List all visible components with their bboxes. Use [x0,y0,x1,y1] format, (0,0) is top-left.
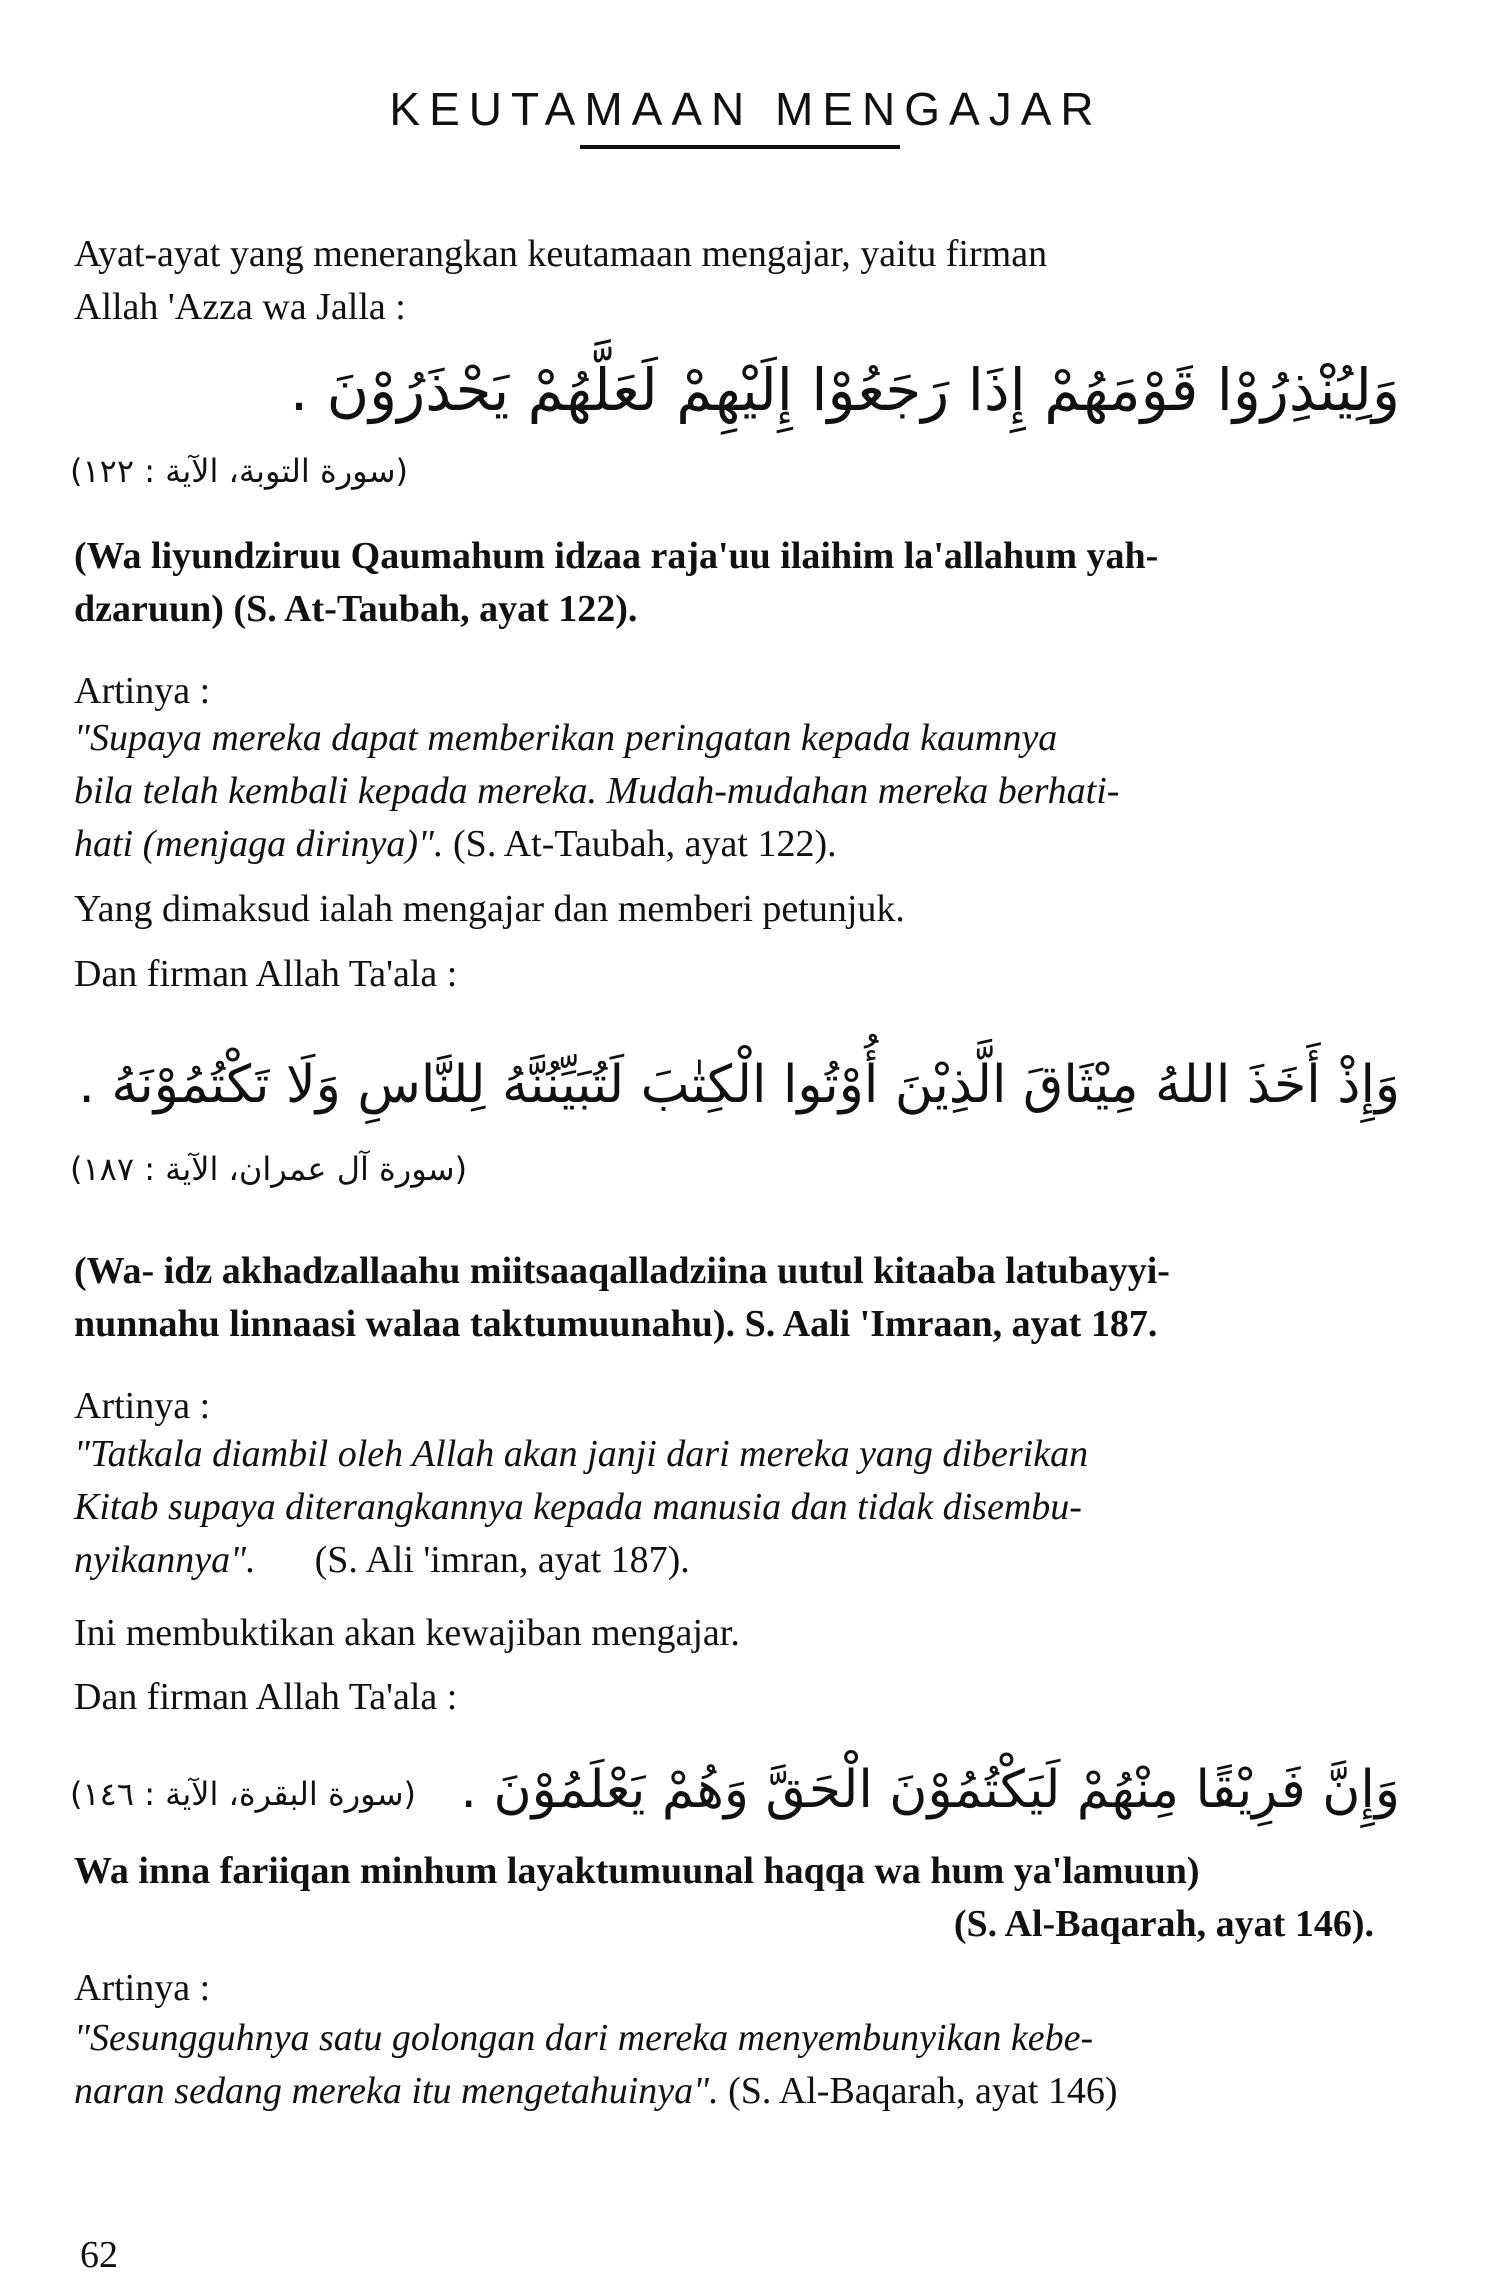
page-number: 62 [80,2234,118,2276]
intro-line: Allah 'Azza wa Jalla : [74,286,406,328]
verse-3-translation [74,2012,1394,2118]
transliteration-line: Wa inna fariiqan minhum layaktumuunal haqqa wa hum ya'lamuun) [74,1850,1200,1892]
note-paragraph-2: Ini membuktikan akan kewajiban mengajar. [74,1612,740,1654]
verse-3-transliteration [74,1845,1394,1951]
translation-line: "Sesungguhnya satu golongan dari mereka menyembunyikan kebe- [74,2017,1094,2059]
translation-reference: (S. Al-Baqarah, ayat 146) [718,2070,1118,2112]
chapter-heading: KEUTAMAAN MENGAJAR [389,83,1103,135]
transliteration-line: (Wa liyundziruu Qaumahum idzaa raja'uu ilaihim la'allahum yah- [74,535,1159,577]
translation-line: naran sedang mereka itu mengetahuinya". [74,2070,719,2112]
transliteration-line: dzaruun) (S. At-Taubah, ayat 122). [74,588,638,630]
heading-underline [580,145,900,149]
verse-2-transliteration [74,1245,1394,1351]
note-paragraph: Yang dimaksud ialah mengajar dan memberi petunjuk. [74,888,905,930]
intro-paragraph-2: Dan firman Allah Ta'ala : [74,953,458,995]
verse-3-artinya-label: Artinya : [74,1967,211,2009]
translation-reference: (S. Ali 'imran, ayat 187). [314,1539,690,1581]
translation-reference: (S. At-Taubah, ayat 122). [443,823,837,865]
translation-line: nyikannya". [74,1539,256,1581]
transliteration-line: (S. Al-Baqarah, ayat 146). [953,1903,1374,1945]
translation-line: Kitab supaya diterangkannya kepada manusia dan tidak disembu- [74,1486,1082,1528]
intro-line: Ayat-ayat yang menerangkan keutamaan mengajar, yaitu firman [74,233,1048,275]
verse-2-reference: (سورة آل عمران، الآية : ١٨٧) [70,1150,468,1188]
verse-1-translation [74,712,1394,871]
verse-1-artinya-label: Artinya : [74,670,211,712]
verse-2-artinya-label: Artinya : [74,1385,211,1427]
arabic-verse-1: وَلِيُنْذِرُوْا قَوْمَهُمْ إِذَا رَجَعُوْا إِلَيْهِمْ لَعَلَّهُمْ يَحْذَرُوْنَ . [289,356,1400,424]
verse-3-reference: (سورة البقرة، الآية : ١٤٦) [70,1775,416,1813]
transliteration-line: nunnahu linnaasi walaa taktumuunahu). S. Aali 'Imraan, ayat 187. [74,1303,1158,1345]
intro-paragraph [74,228,1394,334]
arabic-verse-3: وَإِنَّ فَرِيْقًا مِنْهُمْ لَيَكْتُمُوْنَ الْحَقَّ وَهُمْ يَعْلَمُوْنَ . [460,1760,1400,1820]
verse-2-translation [74,1428,1394,1587]
translation-line: "Supaya mereka dapat memberikan peringatan kepada kaumnya [74,717,1058,759]
arabic-verse-2: وَإِذْ أَخَذَ اللهُ مِيْثَاقَ الَّذِيْنَ أُوْتُوا الْكِتٰبَ لَتُبَيِّنُنَّهُ لِلنَّاسِ وَلَا تَكْتُمُوْنَهُ . [78,1055,1400,1115]
translation-line: hati (menjaga dirinya)". [74,823,444,865]
verse-1-transliteration [74,530,1394,636]
translation-line: "Tatkala diambil oleh Allah akan janji dari mereka yang diberikan [74,1433,1089,1475]
translation-line: bila telah kembali kepada mereka. Mudah-mudahan mereka berhati- [74,770,1120,812]
transliteration-line: (Wa- idz akhadzallaahu miitsaaqalladziina uutul kitaaba latubayyi- [74,1250,1170,1292]
verse-1-reference: (سورة التوبة، الآية : ١٢٢) [70,452,408,490]
intro-paragraph-3: Dan firman Allah Ta'ala : [74,1676,458,1718]
